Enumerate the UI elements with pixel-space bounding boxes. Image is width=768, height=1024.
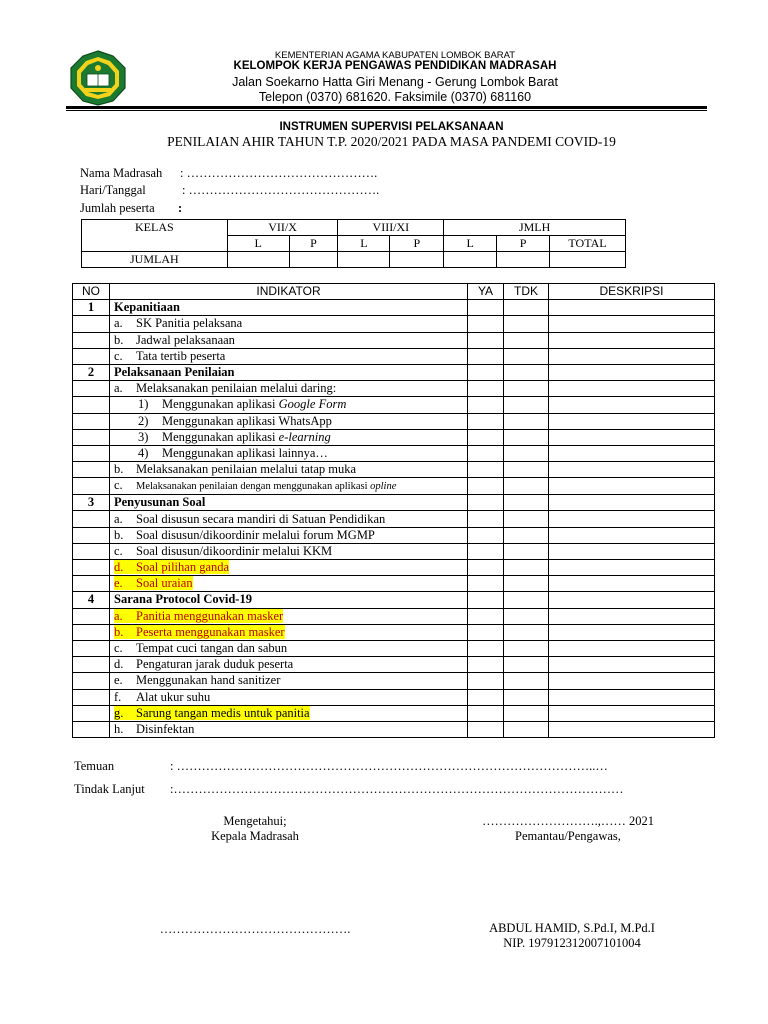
ya-cell[interactable] xyxy=(468,673,504,689)
tdk-cell[interactable] xyxy=(504,332,549,348)
tdk-cell[interactable] xyxy=(504,560,549,576)
indikator-item: e. Menggunakan hand sanitizer xyxy=(110,673,468,689)
tdk-cell[interactable] xyxy=(504,705,549,721)
pengawas-name: ABDUL HAMID, S.Pd.I, M.Pd.I xyxy=(489,921,655,935)
ya-cell[interactable] xyxy=(468,592,504,608)
indikator-item: c. Tata tertib peserta xyxy=(110,348,468,364)
table-row xyxy=(73,543,715,559)
indikator-item: f. Alat ukur suhu xyxy=(110,689,468,705)
ya-cell[interactable] xyxy=(468,445,504,461)
ya-cell[interactable] xyxy=(468,576,504,592)
section-row xyxy=(73,495,715,511)
deskripsi-cell[interactable] xyxy=(549,348,715,364)
deskripsi-cell[interactable] xyxy=(549,624,715,640)
kelas-p: P xyxy=(497,236,550,252)
ya-cell[interactable] xyxy=(468,462,504,478)
tdk-cell[interactable] xyxy=(504,657,549,673)
tdk-cell[interactable] xyxy=(504,592,549,608)
deskripsi-cell[interactable] xyxy=(549,462,715,478)
col-deskripsi-header: DESKRIPSI xyxy=(549,284,715,300)
tdk-cell[interactable] xyxy=(504,495,549,511)
kop-line-1: KEMENTERIAN AGAMA KABUPATEN LOMBOK BARAT xyxy=(274,50,516,61)
tdk-cell[interactable] xyxy=(504,316,549,332)
table-row xyxy=(73,705,715,721)
kelas-cell[interactable] xyxy=(289,252,338,268)
indikator-item: b. Soal disusun/dikoordinir melalui forum MGMP xyxy=(110,527,468,543)
kelas-l: L xyxy=(227,236,289,252)
deskripsi-cell[interactable] xyxy=(549,478,715,495)
pemantau-label: Pemantau/Pengawas, xyxy=(515,829,621,843)
table-row xyxy=(73,560,715,576)
tdk-cell[interactable] xyxy=(504,527,549,543)
section-title: Penyusunan Soal xyxy=(110,495,468,511)
deskripsi-cell[interactable] xyxy=(549,608,715,624)
ya-cell[interactable] xyxy=(468,300,504,316)
indikator-item-highlighted: e. Soal uraian xyxy=(110,576,468,592)
table-row xyxy=(73,413,715,429)
ya-cell[interactable] xyxy=(468,543,504,559)
indikator-item: b. Jadwal pelaksanaan xyxy=(110,332,468,348)
tdk-cell[interactable] xyxy=(504,429,549,445)
section-row xyxy=(73,364,715,380)
table-row xyxy=(73,381,715,397)
indikator-item: c. Soal disusun/dikoordinir melalui KKM xyxy=(110,543,468,559)
ya-cell[interactable] xyxy=(468,511,504,527)
section-row xyxy=(73,592,715,608)
document-title: INSTRUMEN SUPERVISI PELAKSANAAN xyxy=(279,121,504,133)
tdk-cell[interactable] xyxy=(504,673,549,689)
ya-cell[interactable] xyxy=(468,316,504,332)
tempat-tanggal-field[interactable]: ……………………….,…… 2021 xyxy=(482,814,654,828)
ya-cell[interactable] xyxy=(468,381,504,397)
indikator-item: c. Tempat cuci tangan dan sabun xyxy=(110,640,468,656)
kelas-jumlah-label: JUMLAH xyxy=(82,252,228,268)
header-rule-thin xyxy=(66,110,707,111)
kelas-p: P xyxy=(390,236,444,252)
tdk-cell[interactable] xyxy=(504,689,549,705)
ya-cell[interactable] xyxy=(468,640,504,656)
ya-cell[interactable] xyxy=(468,413,504,429)
deskripsi-cell[interactable] xyxy=(549,300,715,316)
table-row xyxy=(73,689,715,705)
table-row xyxy=(73,624,715,640)
table-row xyxy=(73,445,715,461)
deskripsi-cell[interactable] xyxy=(549,657,715,673)
indikator-item: a. SK Panitia pelaksana xyxy=(110,316,468,332)
deskripsi-cell[interactable] xyxy=(549,511,715,527)
kelas-header: KELAS xyxy=(82,220,228,252)
ya-cell[interactable] xyxy=(468,429,504,445)
section-title: Sarana Protocol Covid-19 xyxy=(110,592,468,608)
section-number: 2 xyxy=(73,364,110,380)
ya-cell[interactable] xyxy=(468,397,504,413)
nama-madrasah-label: Nama Madrasah xyxy=(80,166,163,180)
deskripsi-cell[interactable] xyxy=(549,560,715,576)
indikator-table xyxy=(72,283,715,738)
ya-cell[interactable] xyxy=(468,478,504,495)
table-row xyxy=(73,462,715,478)
tdk-cell[interactable] xyxy=(504,576,549,592)
deskripsi-cell[interactable] xyxy=(549,527,715,543)
tdk-cell[interactable] xyxy=(504,348,549,364)
header-rule-thick xyxy=(66,106,707,109)
ya-cell[interactable] xyxy=(468,348,504,364)
kelas-cell[interactable] xyxy=(444,252,497,268)
kelas-group-vii: VII/X xyxy=(227,220,338,236)
indikator-subitem: 2) Menggunakan aplikasi WhatsApp xyxy=(110,413,468,429)
indikator-item: h. Disinfektan xyxy=(110,721,468,737)
tindak-lanjut-label: Tindak Lanjut xyxy=(74,782,145,796)
section-row xyxy=(73,300,715,316)
deskripsi-cell[interactable] xyxy=(549,543,715,559)
ya-cell[interactable] xyxy=(468,364,504,380)
document-subtitle: PENILAIAN AHIR TAHUN T.P. 2020/2021 PADA MASA PANDEMI COVID-19 xyxy=(167,134,616,149)
deskripsi-cell[interactable] xyxy=(549,332,715,348)
deskripsi-cell[interactable] xyxy=(549,592,715,608)
deskripsi-cell[interactable] xyxy=(549,445,715,461)
temuan-label: Temuan xyxy=(74,759,115,773)
indikator-item-highlighted: g. Sarung tangan medis untuk panitia xyxy=(110,705,468,721)
kemenag-emblem-icon xyxy=(68,50,128,106)
kelas-cell[interactable] xyxy=(338,252,390,268)
indikator-subitem: 4) Menggunakan aplikasi lainnya… xyxy=(110,445,468,461)
kop-line-2: KELOMPOK KERJA PENGAWAS PENDIDIKAN MADRASAH xyxy=(233,60,557,72)
indikator-item-highlighted: d. Soal pilihan ganda xyxy=(110,560,468,576)
table-row xyxy=(73,316,715,332)
kepala-madrasah-label: Kepala Madrasah xyxy=(211,829,299,843)
deskripsi-cell[interactable] xyxy=(549,397,715,413)
ya-cell[interactable] xyxy=(468,560,504,576)
section-title: Pelaksanaan Penilaian xyxy=(110,364,468,380)
indikator-item: c. Melaksanakan penilaian dengan menggunakan aplikasi opline xyxy=(110,478,468,495)
col-tdk-header: TDK xyxy=(504,284,549,300)
tdk-cell[interactable] xyxy=(504,445,549,461)
tdk-cell[interactable] xyxy=(504,543,549,559)
tdk-cell[interactable] xyxy=(504,478,549,495)
section-number: 4 xyxy=(73,592,110,608)
indikator-item: b. Melaksanakan penilaian melalui tatap muka xyxy=(110,462,468,478)
indikator-subitem: 3) Menggunakan aplikasi e-learning xyxy=(110,429,468,445)
kelas-total: TOTAL xyxy=(550,236,626,252)
tdk-cell[interactable] xyxy=(504,300,549,316)
indikator-item-highlighted: a. Panitia menggunakan masker xyxy=(110,608,468,624)
pengawas-nip: NIP. 197912312007101004 xyxy=(503,936,641,950)
kelas-l: L xyxy=(444,236,497,252)
tdk-cell[interactable] xyxy=(504,364,549,380)
ya-cell[interactable] xyxy=(468,721,504,737)
mengetahui-label: Mengetahui; xyxy=(223,814,287,828)
deskripsi-cell[interactable] xyxy=(549,429,715,445)
hari-tanggal-field[interactable]: : ………………………………………. xyxy=(182,183,380,197)
section-title: Kepanitiaan xyxy=(110,300,468,316)
ya-cell[interactable] xyxy=(468,624,504,640)
deskripsi-cell[interactable] xyxy=(549,689,715,705)
tdk-cell[interactable] xyxy=(504,413,549,429)
ya-cell[interactable] xyxy=(468,332,504,348)
deskripsi-cell[interactable] xyxy=(549,316,715,332)
section-number: 3 xyxy=(73,495,110,511)
nama-madrasah-field[interactable]: : ………………………………………. xyxy=(180,166,378,180)
tdk-cell[interactable] xyxy=(504,608,549,624)
deskripsi-cell[interactable] xyxy=(549,381,715,397)
tdk-cell[interactable] xyxy=(504,624,549,640)
jumlah-peserta-label: Jumlah peserta xyxy=(80,201,155,215)
deskripsi-cell[interactable] xyxy=(549,673,715,689)
kop-line-3: Jalan Soekarno Hatta Giri Menang - Gerung Lombok Barat xyxy=(232,75,558,89)
ya-cell[interactable] xyxy=(468,495,504,511)
table-row xyxy=(73,397,715,413)
ya-cell[interactable] xyxy=(468,705,504,721)
tdk-cell[interactable] xyxy=(504,381,549,397)
table-row xyxy=(73,673,715,689)
table-row xyxy=(73,511,715,527)
indikator-item: a. Soal disusun secara mandiri di Satuan Pendidikan xyxy=(110,511,468,527)
section-number: 1 xyxy=(73,300,110,316)
col-ya-header: YA xyxy=(468,284,504,300)
kepala-signature-line[interactable]: ………………………………………. xyxy=(159,922,351,936)
tdk-cell[interactable] xyxy=(504,397,549,413)
deskripsi-cell[interactable] xyxy=(549,576,715,592)
table-row xyxy=(73,721,715,737)
col-no-header: NO xyxy=(73,284,110,300)
jumlah-peserta-field[interactable]: : xyxy=(178,201,183,215)
ya-cell[interactable] xyxy=(468,689,504,705)
tdk-cell[interactable] xyxy=(504,462,549,478)
table-row xyxy=(73,348,715,364)
table-row xyxy=(73,478,715,495)
tdk-cell[interactable] xyxy=(504,721,549,737)
tdk-cell[interactable] xyxy=(504,640,549,656)
indikator-item: a. Melaksanakan penilaian melalui daring: xyxy=(110,381,468,397)
kelas-cell[interactable] xyxy=(550,252,626,268)
indikator-subitem: 1) Menggunakan aplikasi Google Form xyxy=(110,397,468,413)
kelas-l: L xyxy=(338,236,390,252)
table-row xyxy=(73,640,715,656)
kelas-cell[interactable] xyxy=(390,252,444,268)
deskripsi-cell[interactable] xyxy=(549,413,715,429)
deskripsi-cell[interactable] xyxy=(549,705,715,721)
hari-tanggal-label: Hari/Tanggal xyxy=(80,183,146,197)
tindak-lanjut-field[interactable]: :……………………………………………………………………………………………… xyxy=(170,782,624,796)
deskripsi-cell[interactable] xyxy=(549,495,715,511)
kelas-cell[interactable] xyxy=(227,252,289,268)
ya-cell[interactable] xyxy=(468,608,504,624)
ya-cell[interactable] xyxy=(468,527,504,543)
col-indikator-header: INDIKATOR xyxy=(110,284,468,300)
temuan-field[interactable]: : ………………………………………………………………………………………..… xyxy=(170,759,608,773)
kelas-p: P xyxy=(289,236,338,252)
table-row xyxy=(73,332,715,348)
table-row xyxy=(73,527,715,543)
kelas-group-jmlh: JMLH xyxy=(444,220,626,236)
kelas-table xyxy=(81,219,626,268)
indikator-item-highlighted: b. Peserta menggunakan masker xyxy=(110,624,468,640)
deskripsi-cell[interactable] xyxy=(549,364,715,380)
tdk-cell[interactable] xyxy=(504,511,549,527)
kelas-group-viii: VIII/XI xyxy=(338,220,444,236)
table-row xyxy=(73,429,715,445)
ya-cell[interactable] xyxy=(468,657,504,673)
kelas-cell[interactable] xyxy=(497,252,550,268)
deskripsi-cell[interactable] xyxy=(549,640,715,656)
table-row xyxy=(73,608,715,624)
table-row xyxy=(73,657,715,673)
deskripsi-cell[interactable] xyxy=(549,721,715,737)
indikator-item: d. Pengaturan jarak duduk peserta xyxy=(110,657,468,673)
kop-line-4: Telepon (0370) 681620. Faksimile (0370) 681160 xyxy=(258,90,532,104)
table-row xyxy=(73,576,715,592)
